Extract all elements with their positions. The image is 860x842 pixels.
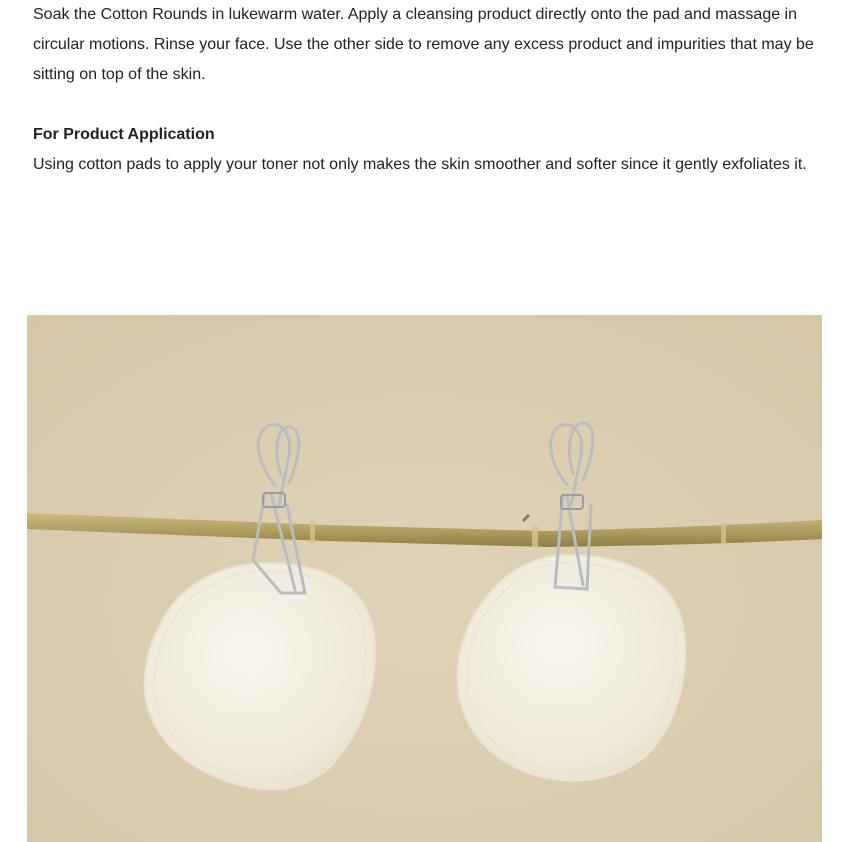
cleansing-paragraph: Soak the Cotton Rounds in lukewarm water. Apply a cleansing product directly onto the pad and massage in circular motions. Rinse your face. Use the other side to remove any excess product and impurities that may be sitting on top of the skin. [33,6,814,83]
application-paragraph: Using cotton pads to apply your toner not only makes the skin smoother and softer since it gently exfoliates it. [33,156,807,173]
cotton-pad-left [145,563,375,789]
instructions-section [33,0,823,180]
application-title: For Product Application [33,126,215,143]
product-photo [27,315,822,842]
photo-backdrop [27,315,822,842]
cotton-rounds-illustration [27,315,822,842]
